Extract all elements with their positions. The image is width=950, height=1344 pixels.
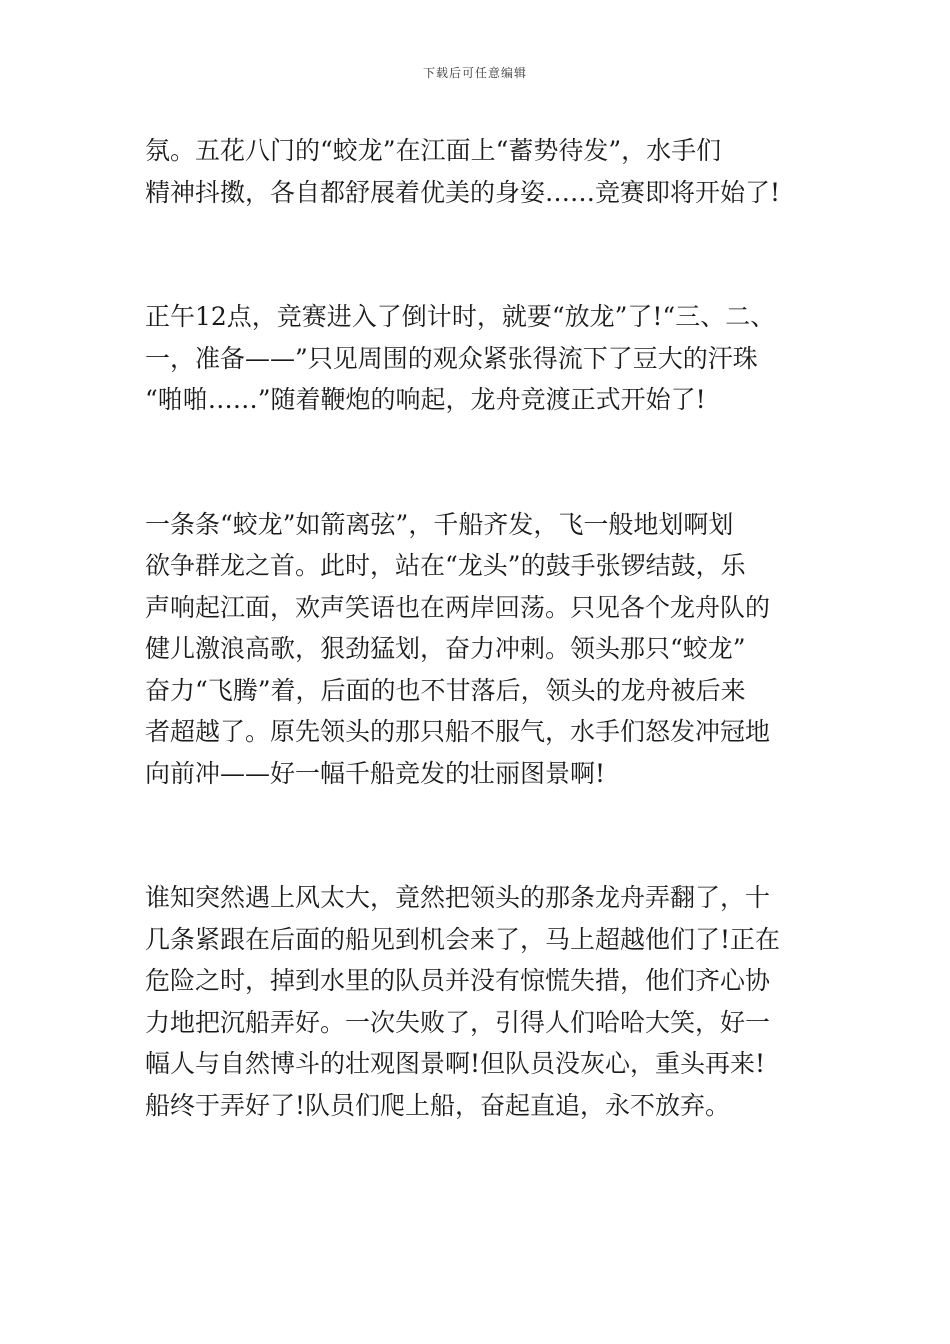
text-line: 精神抖擞，各自都舒展着优美的身姿……竞赛即将开始了! — [145, 177, 781, 207]
text-line: 正午12点，竞赛进入了倒计时，就要“放龙”了!“三、二、 — [145, 302, 776, 331]
text-line: 船终于弄好了!队员们爬上船，奋起直追，永不放弃。 — [145, 1090, 731, 1120]
page-header: 下载后可任意编辑 — [422, 66, 527, 80]
paragraph-gap — [145, 213, 835, 296]
document-body — [145, 130, 835, 1126]
text-line: 一，准备——”只见周围的观众紧张得流下了豆大的汗珠 — [145, 343, 758, 373]
text-line: 声响起江面，欢声笑语也在两岸回荡。只见各个龙舟队的 — [145, 592, 771, 622]
paragraph — [145, 130, 835, 213]
text-line: 一条条“蛟龙”如箭离弦”，千船齐发，飞一般地划啊划 — [145, 509, 734, 539]
text-line: 幅人与自然博斗的壮观图景啊!但队员没灰心，重头再来! — [145, 1049, 766, 1078]
text-line: 危险之时，掉到水里的队员并没有惊慌失措，他们齐心协 — [145, 966, 771, 995]
text-line: “啪啪……”随着鞭炮的响起，龙舟竞渡正式开始了! — [145, 385, 706, 414]
text-line: 欲争群龙之首。此时，站在“龙头”的鼓手张锣结鼓，乐 — [145, 551, 746, 580]
text-line: 几条紧跟在后面的船见到机会来了，马上超越他们了!正在 — [145, 924, 781, 954]
paragraph — [145, 877, 835, 1126]
paragraph — [145, 296, 835, 421]
text-line: 力地把沉船弄好。一次失败了，引得人们哈哈大笑，好一 — [145, 1007, 771, 1037]
text-line: 谁知突然遇上风太大，竟然把领头的那条龙舟弄翻了，十 — [145, 883, 771, 912]
paragraph-gap — [145, 421, 835, 504]
text-line: 者超越了。原先领头的那只船不服气，水手们怒发冲冠地 — [145, 717, 771, 746]
text-line: 氛。五花八门的“蛟龙”在江面上“蓄势待发”，水手们 — [145, 136, 722, 165]
text-line: 向前冲——好一幅千船竞发的壮丽图景啊! — [145, 758, 606, 788]
paragraph-gap — [145, 794, 835, 877]
text-line: 健儿激浪高歌，狠劲猛划，奋力冲刺。领头那只“蛟龙” — [145, 634, 746, 663]
paragraph — [145, 504, 835, 795]
text-line: 奋力“飞腾”着，后面的也不甘落后，领头的龙舟被后来 — [145, 675, 746, 705]
